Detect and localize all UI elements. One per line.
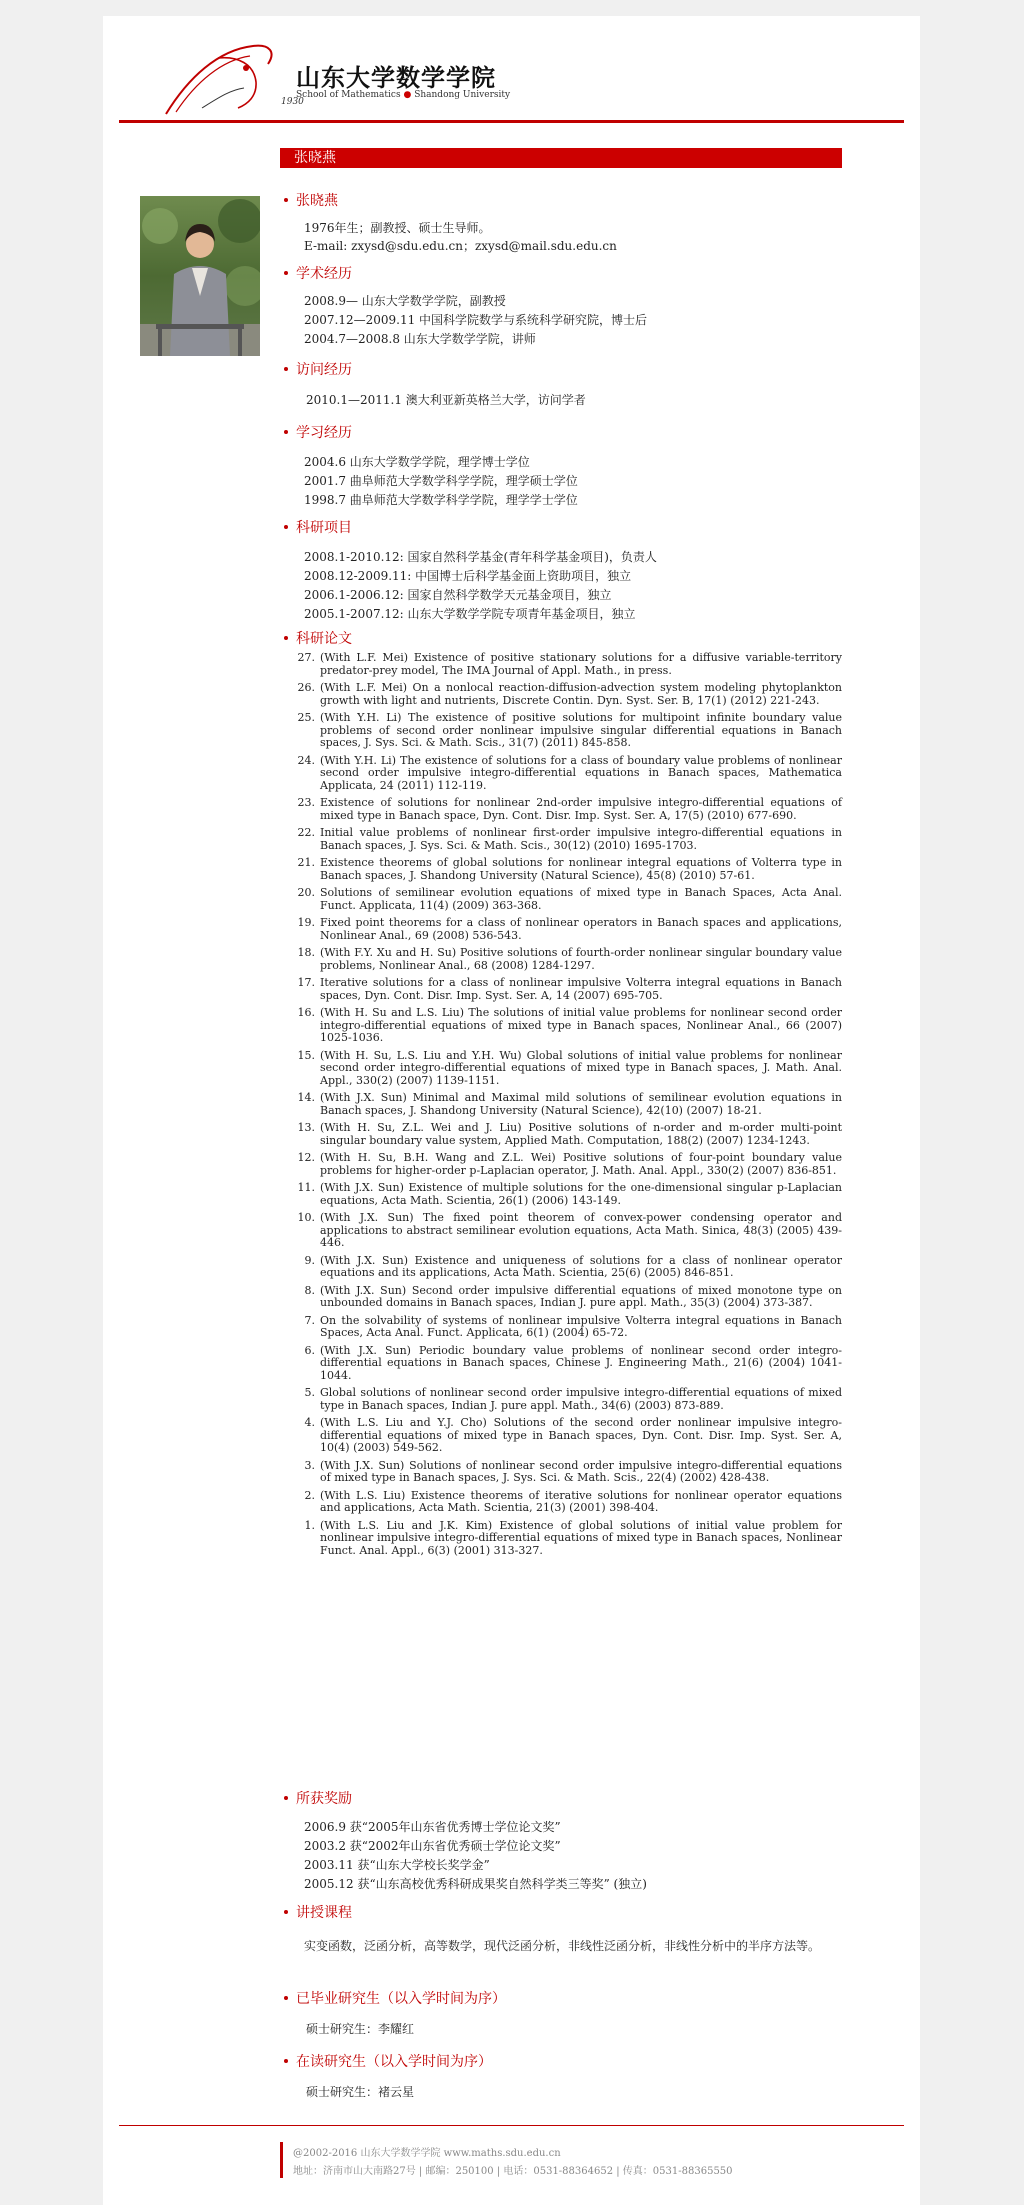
academic-line: 2007.12—2009.11 中国科学院数学与系统科学研究院，博士后	[304, 313, 648, 327]
paper-item	[280, 887, 842, 912]
paper-citation: (With L.F. Mei) Existence of positive stationary solutions for a diffusive variable-territory predator-prey model, The IMA Journal of Appl. Math., in press.	[320, 651, 842, 677]
paper-item	[280, 652, 842, 677]
section-heading-text: 科研论文	[296, 631, 352, 647]
paper-number: 3.	[304, 1458, 315, 1472]
project-line: 2005.1-2007.12: 山东大学数学学院专项青年基金项目，独立	[304, 607, 636, 621]
section-heading-academic	[280, 265, 352, 283]
paper-item	[280, 947, 842, 972]
paper-number: 27.	[297, 651, 315, 664]
paper-number: 16.	[297, 1006, 315, 1019]
paper-citation: (With H. Su, B.H. Wang and Z.L. Wei) Positive solutions of four-point boundary value problems for higher-order p-Laplacian operator, J. Math. Anal. Appl., 330(2) (2007) 836-851.	[320, 1151, 842, 1177]
section-heading-courses	[280, 1904, 352, 1922]
header-divider	[119, 120, 904, 123]
bullet-icon	[284, 2059, 288, 2063]
paper-citation: (With J.X. Sun) The fixed point theorem of convex-power condensing operator and applications to abstract semilinear evolution equations, Acta Math. Sinica, 48(3) (2005) 439-446.	[320, 1211, 842, 1249]
paper-citation: (With F.Y. Xu and H. Su) Positive solutions of fourth-order nonlinear singular boundary value problems, Nonlinear Anal., 68 (2008) 1284-1297.	[320, 946, 842, 972]
paper-item	[280, 1490, 842, 1515]
paper-item	[280, 827, 842, 852]
paper-citation: (With J.X. Sun) Solutions of nonlinear second order impulsive integro-differential equations of mixed type in Banach spaces, J. Sys. Sci. & Math. Scis., 22(4) (2002) 428-438.	[320, 1458, 842, 1484]
section-heading-text: 张晓燕	[296, 193, 338, 209]
logo-english-name	[296, 90, 510, 100]
paper-number: 25.	[297, 711, 315, 724]
paper-item	[280, 1007, 842, 1045]
section-heading-text: 已毕业研究生（以入学时间为序）	[296, 1991, 506, 2007]
paper-citation: (With L.S. Liu) Existence theorems of iterative solutions for nonlinear operator equations and applications, Acta Math. Scientia, 21(3) (2001) 398-404.	[320, 1488, 842, 1514]
footer-accent-bar	[280, 2142, 283, 2178]
paper-citation: On the solvability of systems of nonlinear impulsive Volterra integral equations in Banach Spaces, Acta Anal. Funct. Applicata, 6(1) (2004) 65-72.	[320, 1313, 842, 1339]
paper-citation: (With J.X. Sun) Second order impulsive differential equations of mixed monotone type on unbounded domains in Banach spaces, Indian J. pure appl. Math., 35(3) (2004) 373-387.	[320, 1283, 842, 1309]
paper-number: 10.	[297, 1211, 315, 1224]
bullet-icon	[284, 430, 288, 434]
paper-citation: (With Y.H. Li) The existence of positive solutions for multipoint infinite boundary value problems of second order nonlinear impulsive singular differential equations in Banach spaces, J. Sys. Sci. & Math. Scis., 31(7) (2011) 845-858.	[320, 711, 842, 749]
paper-number: 4.	[304, 1416, 315, 1429]
profile-line: 1976年生；副教授、硕士生导师。	[304, 221, 491, 235]
paper-citation: (With L.F. Mei) On a nonlocal reaction-diffusion-advection system modeling phytoplankton growth with light and nutrients, Discrete Contin. Dyn. Syst. Ser. B, 17(1) (2012) 221-243.	[320, 681, 842, 707]
graduated-student: 硕士研究生：李耀红	[306, 2022, 415, 2036]
section-heading-text: 在读研究生（以入学时间为序）	[296, 2054, 492, 2070]
paper-item	[280, 857, 842, 882]
paper-number: 24.	[297, 753, 315, 767]
paper-number: 6.	[304, 1343, 315, 1357]
paper-item	[280, 1255, 842, 1280]
paper-number: 14.	[297, 1091, 315, 1104]
education-line: 1998.7 曲阜师范大学数学科学学院，理学学士学位	[304, 493, 578, 507]
paper-number: 17.	[297, 976, 315, 989]
footer-address: 地址：济南市山大南路27号 | 邮编：250100 | 电话：0531-88364652 | 传真：0531-88365550	[293, 2166, 733, 2177]
paper-citation: (With J.X. Sun) Existence and uniqueness of solutions for a class of nonlinear operator equations and its applications, Acta Math. Scientia, 25(6) (2005) 846-851.	[320, 1253, 842, 1279]
paper-number: 13.	[297, 1121, 315, 1134]
award-line: 2003.2 获“2002年山东省优秀硕士学位论文奖”	[304, 1839, 561, 1853]
current-student: 硕士研究生：褚云星	[306, 2085, 415, 2099]
paper-number: 12.	[297, 1151, 315, 1164]
paper-item	[280, 797, 842, 822]
school-logo[interactable]	[158, 38, 511, 118]
paper-item	[280, 977, 842, 1002]
paper-list	[280, 652, 842, 1562]
paper-citation: (With H. Su and L.S. Liu) The solutions of initial value problems for nonlinear second order integro-differential equations of mixed type in Banach spaces, Nonlinear Anal., 66 (2007) 1025-1036.	[320, 1006, 842, 1044]
bullet-icon	[284, 198, 288, 202]
section-heading-text: 所获奖励	[296, 1791, 352, 1807]
paper-item	[280, 682, 842, 707]
paper-citation: (With L.S. Liu and J.K. Kim) Existence of global solutions of initial value problem for nonlinear impulsive integro-differential equations of mixed type in Banach spaces, Nonlinear Funct. Anal. Appl., 6(3) (2001) 313-327.	[320, 1518, 842, 1557]
page	[103, 16, 920, 2205]
paper-number: 7.	[304, 1313, 315, 1327]
footer-copyright: @2002-2016 山东大学数学学院 www.maths.sdu.edu.cn	[293, 2148, 561, 2159]
logo-dot-icon: ●	[403, 90, 412, 100]
paper-number: 8.	[304, 1283, 315, 1297]
section-heading-projects	[280, 519, 352, 537]
paper-citation: Global solutions of nonlinear second order impulsive integro-differential equations of mixed type in Banach spaces, Indian J. pure appl. Math., 34(6) (2003) 873-889.	[320, 1386, 842, 1412]
bullet-icon	[284, 271, 288, 275]
section-heading-education	[280, 424, 352, 442]
academic-line: 2008.9— 山东大学数学学院，副教授	[304, 294, 506, 308]
paper-number: 26.	[297, 681, 315, 694]
paper-number: 2.	[304, 1488, 315, 1502]
paper-number: 22.	[297, 826, 315, 839]
paper-number: 18.	[297, 946, 315, 959]
education-line: 2001.7 曲阜师范大学数学科学学院，理学硕士学位	[304, 474, 578, 488]
paper-item	[280, 1345, 842, 1383]
section-heading-visits	[280, 361, 352, 379]
logo-emblem-icon	[158, 38, 278, 118]
paper-item	[280, 1050, 842, 1088]
paper-citation: (With J.X. Sun) Existence of multiple solutions for the one-dimensional singular p-Laplacian equations, Acta Math. Scientia, 26(1) (2006) 143-149.	[320, 1181, 842, 1207]
academic-line: 2004.7—2008.8 山东大学数学学院，讲师	[304, 332, 536, 346]
paper-number: 1.	[304, 1518, 315, 1532]
paper-number: 9.	[304, 1253, 315, 1267]
paper-item	[280, 1417, 842, 1455]
visits-line: 2010.1—2011.1 澳大利亚新英格兰大学，访问学者	[306, 393, 586, 407]
award-line: 2006.9 获“2005年山东省优秀博士学位论文奖”	[304, 1820, 561, 1834]
paper-citation: (With J.X. Sun) Periodic boundary value problems of nonlinear second order integro-differential equations in Banach spaces, Chinese J. Engineering Math., 21(6) (2004) 1041-1044.	[320, 1343, 842, 1382]
paper-item	[280, 1315, 842, 1340]
paper-citation: Fixed point theorems for a class of nonlinear operators in Banach spaces and applications, Nonlinear Anal., 69 (2008) 536-543.	[320, 916, 842, 942]
profile-email[interactable]: E-mail: zxysd@sdu.edu.cn；zxysd@mail.sdu.edu.cn	[304, 239, 617, 253]
paper-item	[280, 755, 842, 793]
paper-number: 19.	[297, 916, 315, 929]
paper-citation: Solutions of semilinear evolution equations of mixed type in Banach Spaces, Acta Anal. Funct. Applicata, 11(4) (2009) 363-368.	[320, 886, 842, 912]
paper-citation: Existence theorems of global solutions for nonlinear integral equations of Volterra type in Banach spaces, J. Shandong University (Natural Science), 45(8) (2010) 57-61.	[320, 856, 842, 882]
paper-item	[280, 1285, 842, 1310]
profile-photo	[140, 196, 260, 356]
bullet-icon	[284, 1796, 288, 1800]
award-line: 2003.11 获“山东大学校长奖学金”	[304, 1858, 490, 1872]
paper-number: 23.	[297, 796, 315, 809]
paper-citation: (With J.X. Sun) Minimal and Maximal mild solutions of semilinear evolution equations in Banach spaces, J. Shandong University (Natural Science), 42(10) (2007) 18-21.	[320, 1091, 842, 1117]
paper-citation: Existence of solutions for nonlinear 2nd-order impulsive integro-differential equations of mixed type in Banach space, Dyn. Cont. Disr. Imp. Syst. Ser. A, 17(5) (2010) 677-690.	[320, 796, 842, 822]
logo-en-left: School of Mathematics	[296, 90, 401, 100]
paper-citation: Initial value problems of nonlinear first-order impulsive integro-differential equations in Banach spaces, J. Sys. Sci. & Math. Scis., 30(12) (2010) 1695-1703.	[320, 826, 842, 852]
section-heading-papers	[280, 630, 352, 648]
paper-item	[280, 1460, 842, 1485]
bullet-icon	[284, 1910, 288, 1914]
paper-number: 5.	[304, 1386, 315, 1399]
section-heading-profile	[280, 192, 338, 210]
section-heading-text: 学习经历	[296, 425, 352, 441]
paper-citation: (With L.S. Liu and Y.J. Cho) Solutions of the second order nonlinear impulsive integro-differential equations of mixed type in Banach spaces, Dyn. Cont. Disr. Imp. Syst. Ser. A, 10(4) (2003) 549-562.	[320, 1416, 842, 1454]
project-line: 2008.12-2009.11: 中国博士后科学基金面上资助项目，独立	[304, 569, 632, 583]
paper-item	[280, 1122, 842, 1147]
section-heading-awards	[280, 1790, 352, 1808]
paper-item	[280, 1520, 842, 1558]
section-heading-text: 讲授课程	[296, 1905, 352, 1921]
project-line: 2006.1-2006.12: 国家自然科学数学天元基金项目，独立	[304, 588, 612, 602]
bullet-icon	[284, 636, 288, 640]
section-heading-text: 科研项目	[296, 520, 352, 536]
education-line: 2004.6 山东大学数学学院，理学博士学位	[304, 455, 530, 469]
section-heading-text: 学术经历	[296, 266, 352, 282]
logo-en-right: Shandong University	[414, 90, 511, 100]
page-title: 张晓燕	[294, 150, 336, 166]
bullet-icon	[284, 525, 288, 529]
page-title-bar	[280, 148, 842, 168]
paper-citation: (With H. Su, Z.L. Wei and J. Liu) Positive solutions of n-order and m-order multi-point singular boundary value system, Applied Math. Computation, 188(2) (2007) 1234-1243.	[320, 1121, 842, 1147]
paper-item	[280, 1387, 842, 1412]
project-line: 2008.1-2010.12: 国家自然科学基金(青年科学基金项目)，负责人	[304, 550, 657, 564]
footer-divider	[119, 2125, 904, 2126]
paper-item	[280, 712, 842, 750]
bullet-icon	[284, 1996, 288, 2000]
paper-item	[280, 1212, 842, 1250]
paper-number: 21.	[297, 856, 315, 869]
section-heading-text: 访问经历	[296, 362, 352, 378]
bullet-icon	[284, 367, 288, 371]
paper-item	[280, 917, 842, 942]
paper-number: 15.	[297, 1048, 315, 1062]
section-heading-graduated	[280, 1990, 506, 2008]
paper-item	[280, 1092, 842, 1117]
logo-chinese-name: 山东大学数学学院	[296, 63, 496, 92]
section-heading-current	[280, 2053, 492, 2071]
courses-text: 实变函数，泛函分析，高等数学，现代泛函分析，非线性泛函分析，非线性分析中的半序方法等。	[304, 1939, 821, 1953]
portrait-image-icon	[140, 196, 260, 356]
award-line: 2005.12 获“山东高校优秀科研成果奖自然科学类三等奖” (独立)	[304, 1877, 647, 1891]
paper-citation: Iterative solutions for a class of nonlinear impulsive Volterra integral equations in Banach spaces, Dyn. Cont. Disr. Imp. Syst. Ser. A, 14 (2007) 695-705.	[320, 976, 842, 1002]
paper-number: 20.	[297, 886, 315, 899]
paper-number: 11.	[297, 1181, 315, 1194]
paper-citation: (With H. Su, L.S. Liu and Y.H. Wu) Global solutions of initial value problems for nonlinear second order integro-differential equations of mixed type in Banach spaces, J. Math. Anal. Appl., 330(2) (2007) 1139-1151.	[320, 1048, 842, 1087]
paper-item	[280, 1182, 842, 1207]
logo-year: 1930	[281, 97, 304, 107]
paper-citation: (With Y.H. Li) The existence of solutions for a class of boundary value problems of nonlinear second order impulsive integro-differential equations in Banach spaces, Mathematica Applicata, 24 (2011) 112-119.	[320, 753, 842, 792]
paper-item	[280, 1152, 842, 1177]
